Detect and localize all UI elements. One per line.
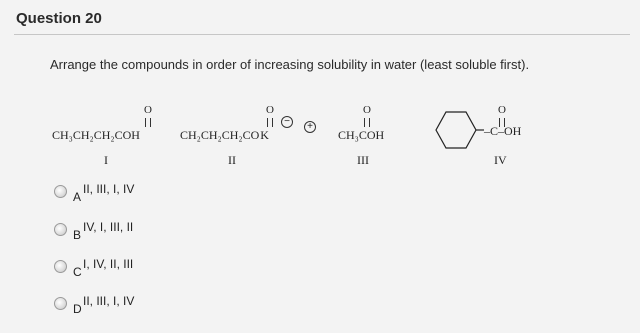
compound-3-label: III (357, 153, 369, 167)
option-b-text: IV, I, III, II (83, 220, 134, 234)
compound-3-formula: CH₃COH (338, 128, 385, 142)
radio-icon[interactable] (54, 297, 67, 310)
radio-icon[interactable] (54, 260, 67, 273)
compound-4-label: IV (494, 153, 507, 167)
option-d[interactable] (54, 294, 254, 314)
question-prompt: Arrange the compounds in order of increasing solubility in water (least soluble first). (50, 57, 530, 72)
question-title: Question 20 (16, 10, 102, 27)
compound-2-positive-charge-icon: + (304, 121, 316, 133)
option-d-text: II, III, I, IV (83, 294, 135, 308)
option-c[interactable] (54, 257, 254, 277)
radio-icon[interactable] (54, 185, 67, 198)
compound-3-carbonyl-o: O (363, 104, 371, 116)
compound-1-formula: CH₃CH₂CH₂COH (52, 128, 140, 142)
compound-1-label: I (104, 153, 108, 167)
radio-icon[interactable] (54, 223, 67, 236)
option-a[interactable] (54, 182, 254, 202)
compound-1-carbonyl-o: O (144, 104, 152, 116)
title-divider (14, 34, 630, 35)
option-a-letter: A (73, 190, 82, 204)
option-c-letter: C (73, 265, 82, 279)
compound-2-negative-charge-icon: − (281, 116, 293, 128)
compound-4-carbonyl-o: O (498, 104, 506, 116)
compound-2-formula: CH₂CH₂CH₂COK (180, 128, 269, 142)
compound-1-double-bond (145, 118, 151, 127)
cyclohexane-ring-icon (428, 108, 484, 152)
compound-4-formula: –C–OH (484, 124, 522, 138)
option-c-text: I, IV, II, III (83, 257, 134, 271)
compound-2-label: II (228, 153, 236, 167)
option-b[interactable] (54, 220, 254, 240)
option-b-letter: B (73, 228, 82, 242)
compound-2-carbonyl-o: O (266, 104, 274, 116)
compound-2-double-bond (267, 118, 273, 127)
option-d-letter: D (73, 302, 82, 316)
option-a-text: II, III, I, IV (83, 182, 135, 196)
compound-3-double-bond (364, 118, 370, 127)
